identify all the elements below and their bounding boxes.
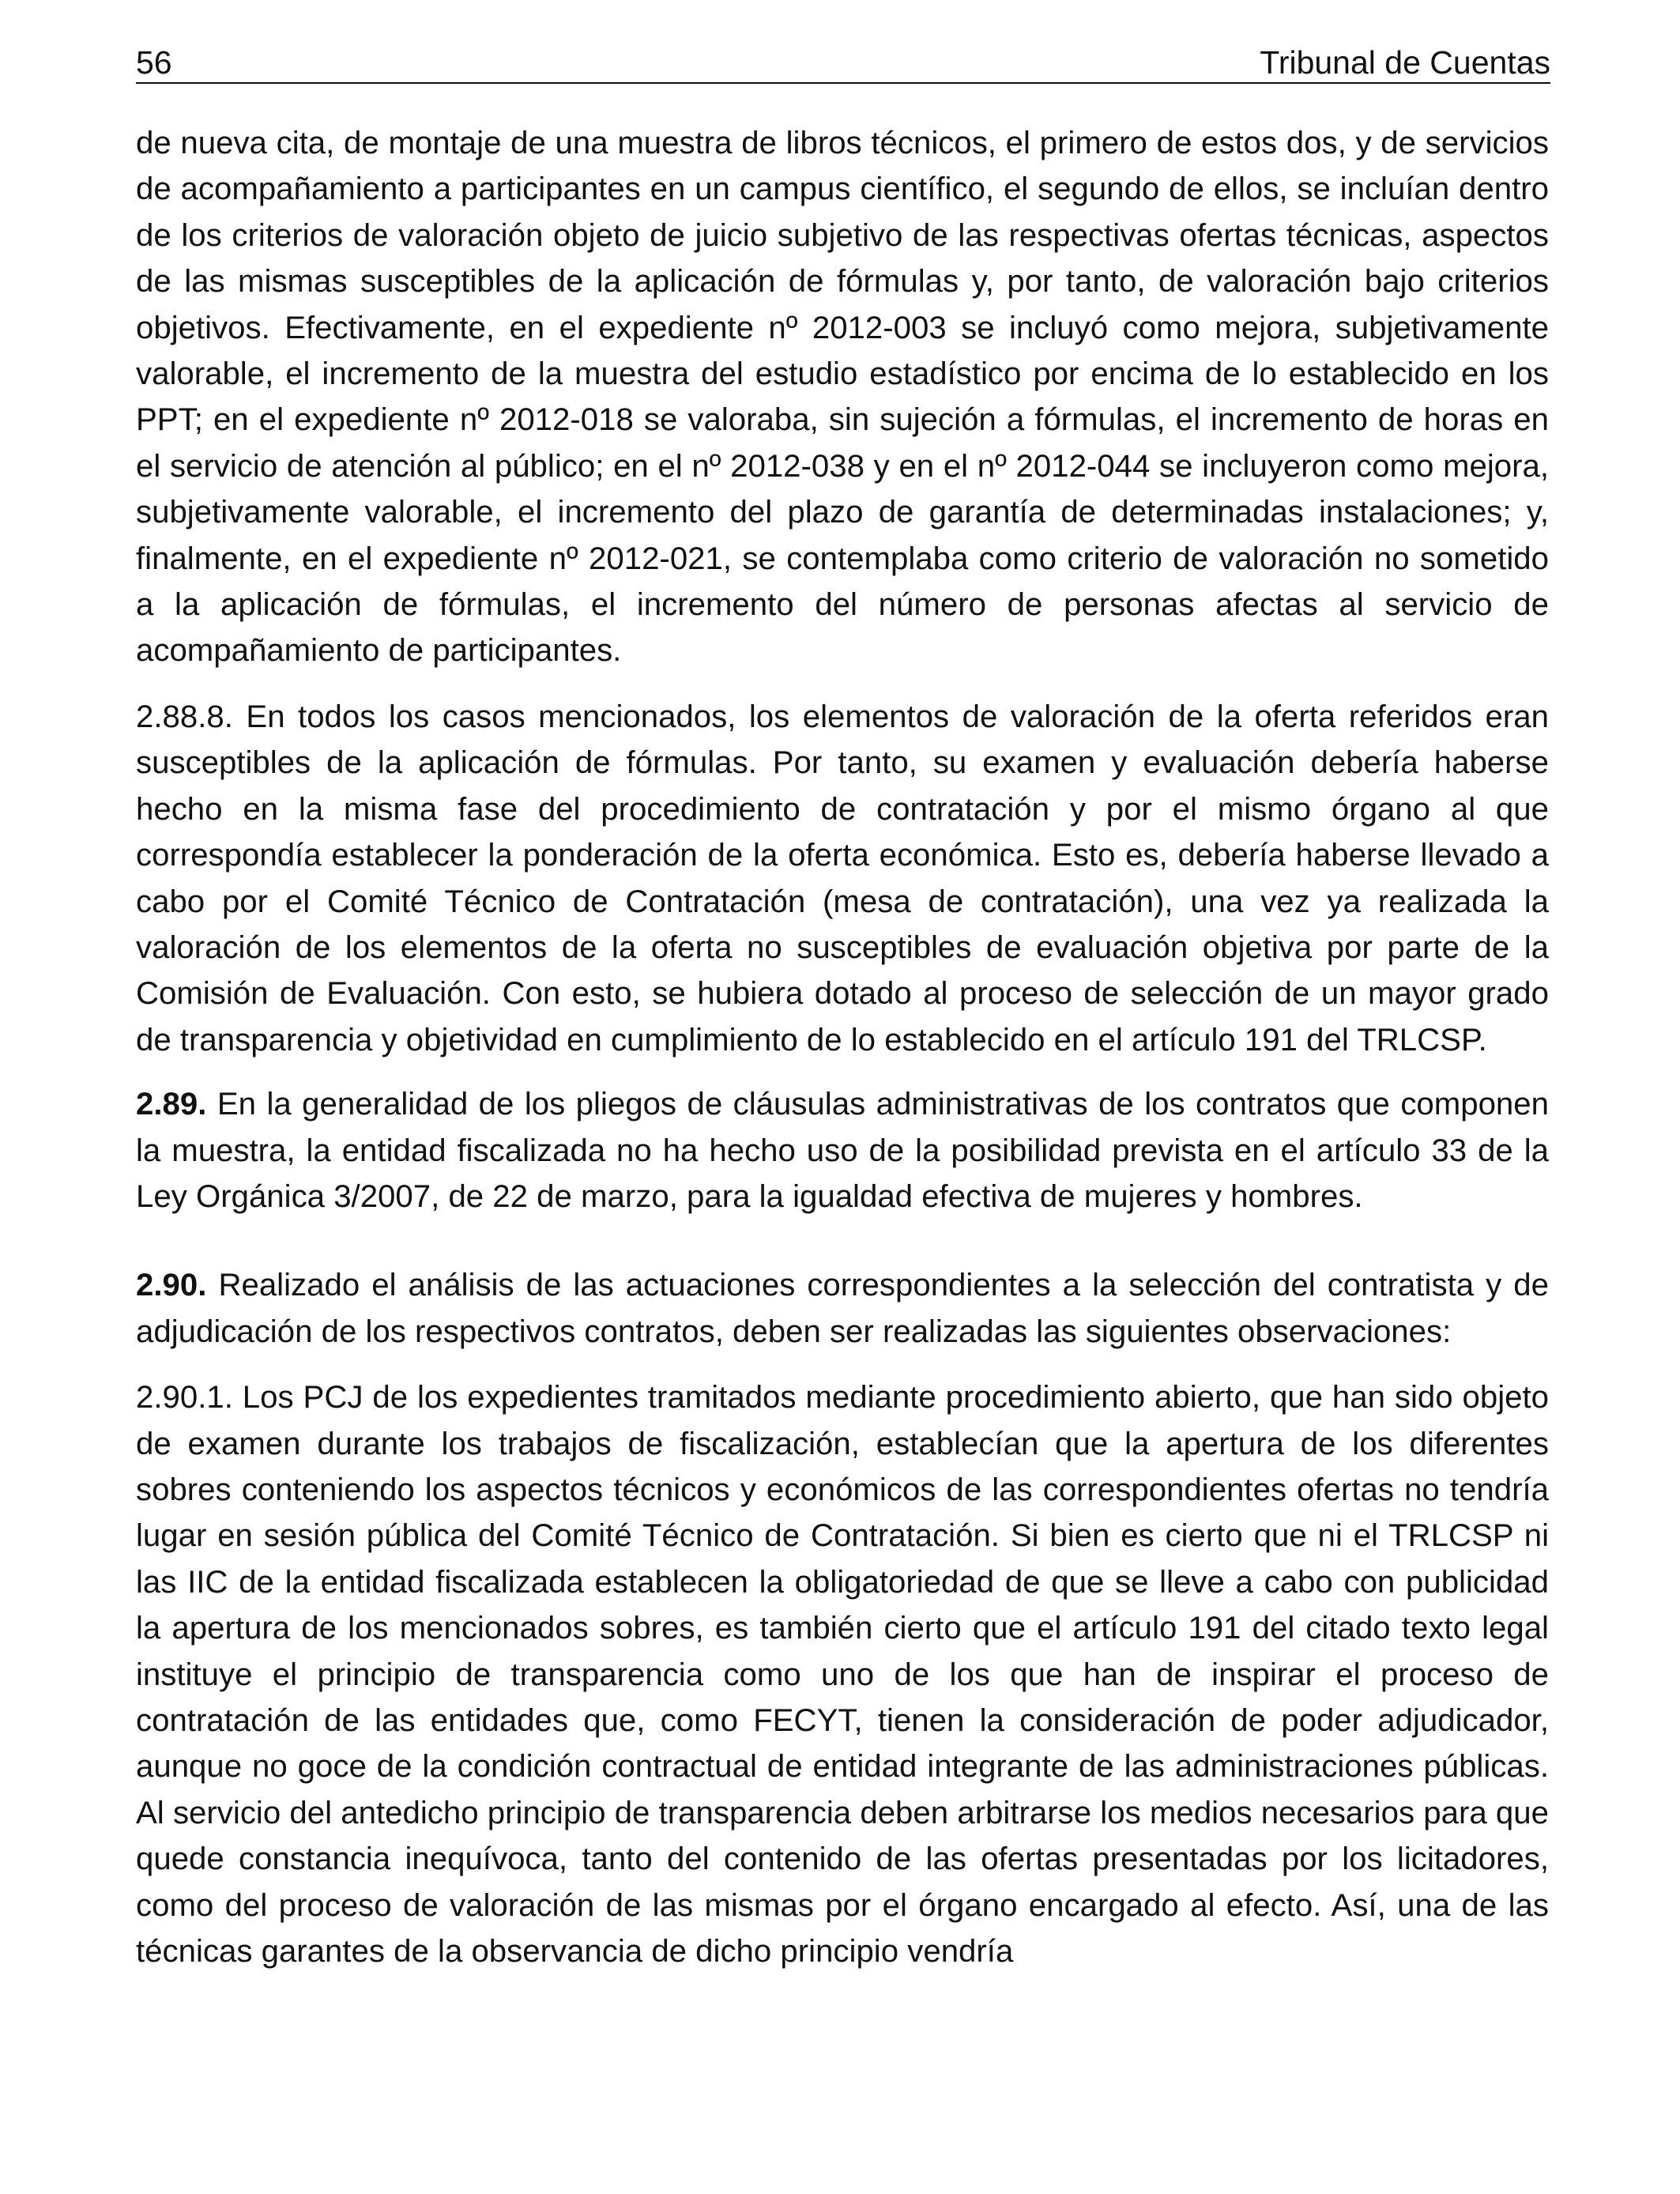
page-header xyxy=(136,41,1550,84)
section-number-2-90: 2.90. xyxy=(136,1267,207,1303)
paragraph-continuation: de nueva cita, de montaje de una muestra de libros técnicos, el primero de estos dos, y de servicios de acompañamiento a participantes en un campus científico, el segundo de ellos, se incluían dentro de los criterios de valoración objeto de juicio subjetivo de las respectivas ofertas técnicas, aspectos de las mismas susceptibles de la aplicación de fórmulas y, por tanto, de valoración bajo criterios objetivos. Efectivamente, en el expediente nº 2012-003 se incluyó como mejora, subjetivamente valorable, el incremento de la muestra del estudio estadístico por encima de lo establecido en los PPT; en el expediente nº 2012-018 se valoraba, sin sujeción a fórmulas, el incremento de horas en el servicio de atención al público; en el nº 2012-038 y en el nº 2012-044 se incluyeron como mejora, subjetivamente valorable, el incremento del plazo de garantía de determinadas instalaciones; y, finalmente, en el expediente nº 2012-021, se contemplaba como criterio de valoración no sometido a la aplicación de fórmulas, el incremento del número de personas afectas al servicio de acompañamiento de participantes. xyxy=(136,125,1549,669)
section-number-2-89: 2.89. xyxy=(136,1086,207,1122)
page-number: 56 xyxy=(136,44,172,81)
paragraph-2-90-1: 2.90.1. Los PCJ de los expedientes tramitados mediante procedimiento abierto, que han sido objeto de examen durante los trabajos de fiscalización, establecían que la apertura de los diferentes sobres conteniendo los aspectos técnicos y económicos de las correspondientes ofertas no tendría lugar en sesión pública del Comité Técnico de Contratación. Si bien es cierto que ni el TRLCSP ni las IIC de la entidad fiscalizada establecen la obligatoriedad de que se lleve a cabo con publicidad la apertura de los mencionados sobres, es también cierto que el artículo 191 del citado texto legal instituye el principio de transparencia como uno de los que han de inspirar el proceso de contratación de las entidades que, como FECYT, tienen la consideración de poder adjudicador, aunque no goce de la condición contractual de entidad integrante de las administraciones públicas. Al servicio del antedicho principio de transparencia deben arbitrarse los medios necesarios para que quede constancia inequívoca, tanto del contenido de las ofertas presentadas por los licitadores, como del proceso de valoración de las mismas por el órgano encargado al efecto. Así, una de las técnicas garantes de la observancia de dicho principio vendría xyxy=(136,1379,1549,1970)
body-text xyxy=(136,120,1549,1974)
paragraph-2-89-text: En la generalidad de los pliegos de cláusulas administrativas de los contratos que componen la muestra, la entidad fiscalizada no ha hecho uso de la posibilidad prevista en el artículo 33 de la Ley Orgánica 3/2007, de 22 de marzo, para la igualdad efectiva de mujeres y hombres. xyxy=(136,1086,1549,1214)
header-divider xyxy=(136,82,1550,84)
paragraph-2-88-8: 2.88.8. En todos los casos mencionados, los elementos de valoración de la oferta referidos eran susceptibles de la aplicación de fórmulas. Por tanto, su examen y evaluación debería haberse hecho en la misma fase del procedimiento de contratación y por el mismo órgano al que correspondía establecer la ponderación de la oferta económica. Esto es, debería haberse llevado a cabo por el Comité Técnico de Contratación (mesa de contratación), una vez ya realizada la valoración de los elementos de la oferta no susceptibles de evaluación objetiva por parte de la Comisión de Evaluación. Con esto, se hubiera dotado al proceso de selección de un mayor grado de transparencia y objetividad en cumplimiento de lo establecido en el artículo 191 del TRLCSP. xyxy=(136,698,1549,1057)
paragraph-2-90-text: Realizado el análisis de las actuaciones correspondientes a la selección del contratista y de adjudicación de los respectivos contratos, deben ser realizadas las siguientes observaciones: xyxy=(136,1267,1549,1349)
paragraph-2-89 xyxy=(136,1081,1549,1220)
running-title: Tribunal de Cuentas xyxy=(1260,44,1550,81)
paragraph-2-90 xyxy=(136,1262,1549,1355)
